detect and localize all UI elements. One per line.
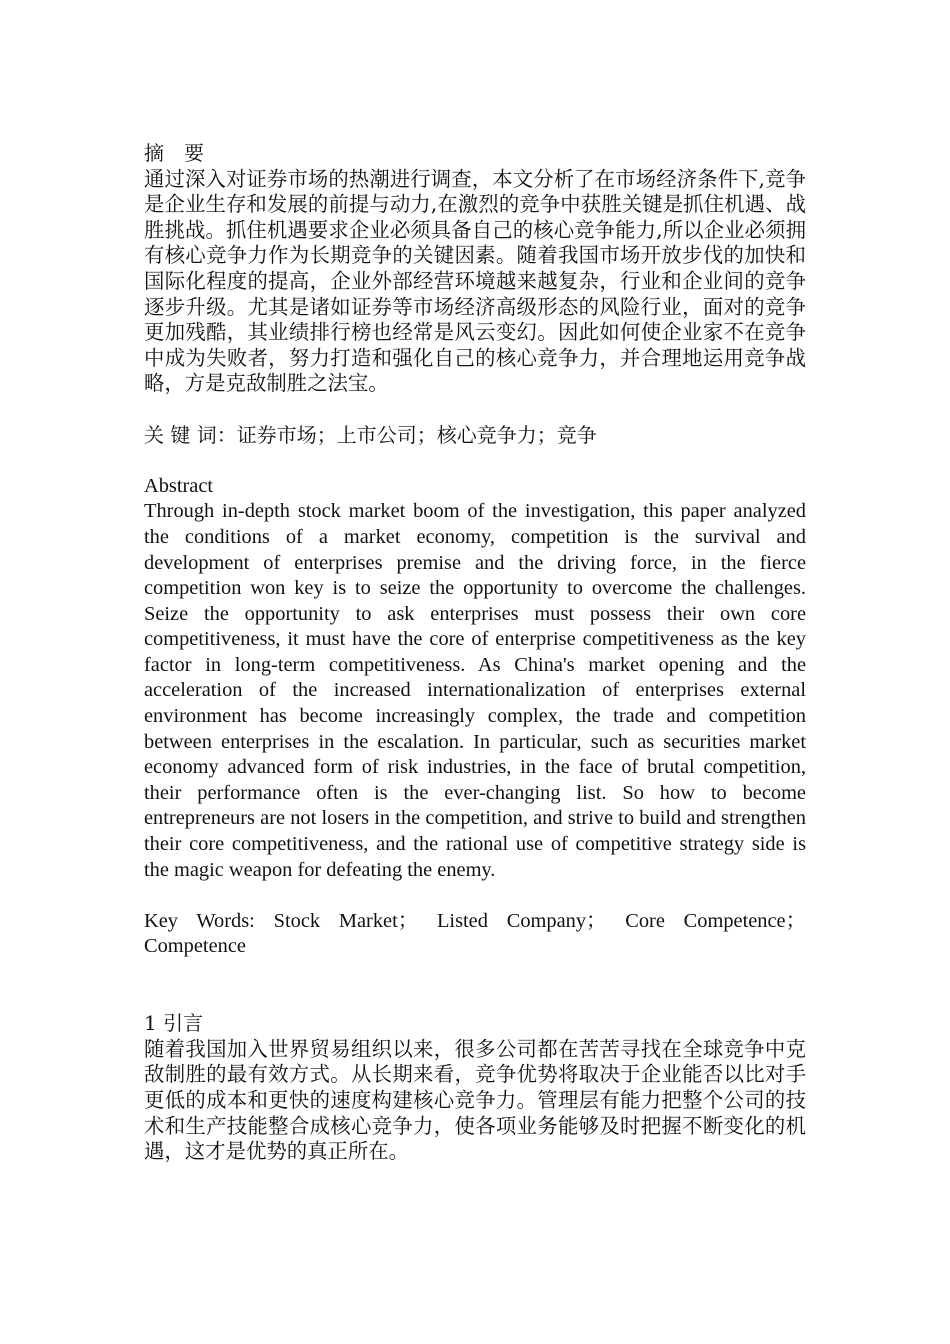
abstract-zh-body: 通过深入对证券市场的热潮进行调查，本文分析了在市场经济条件下,竞争是企业生存和发展的前提与动力,在激烈的竞争中获胜关键是抓住机遇、战胜挑战。抓住机遇要求企业必须具备自己的核心竞争能力,所以企业必须拥有核心竞争力作为长期竞争的关键因素。随着我国市场开放步伐的加快和国际化程度的提高，企业外部经营环境越来越复杂，行业和企业间的竞争逐步升级。尤其是诸如证券等市场经济高级形态的风险行业，面对的竞争更加残酷，其业绩排行榜也经常是风云变幻。因此如何使企业家不在竞争中成为失败者，努力打造和强化自己的核心竞争力，并合理地运用竞争战略，方是克敌制胜之法宝。	[144, 166, 806, 396]
spacer	[144, 448, 806, 474]
abstract-en-heading: Abstract	[144, 474, 214, 497]
abstract-zh-heading: 摘 要	[144, 141, 204, 165]
document-page	[144, 141, 806, 1165]
spacer	[144, 960, 806, 1011]
spacer	[144, 883, 806, 909]
spacer	[144, 397, 806, 423]
keywords-zh: 关 键 词：证券市场；上市公司；核心竞争力；竞争	[144, 422, 597, 447]
abstract-en-body: Through in-depth stock market boom of the investigation, this paper analyzed the conditions of a market economy, competition is the survival and development of enterprises premise and the driving force, in the fierce competition won key is to seize the opportunity to overcome the challenges. Seize the opportunity to ask enterprises must possess their own core competitiveness, it must have the core of enterprise competitiveness as the key factor in long-term competitiveness. As China's market opening and the acceleration of the increased internationalization of enterprises external environment has become increasingly complex, the trade and competition between enterprises in the escalation. In particular, such as securities market economy advanced form of risk industries, in the face of brutal competition, their performance often is the ever-changing list. So how to become entrepreneurs are not losers in the competition, and strive to build and strengthen their core competitiveness, and the rational use of competitive strategy side is the magic weapon for defeating the enemy.	[144, 500, 806, 881]
section-1-body: 随着我国加入世界贸易组织以来，很多公司都在苦苦寻找在全球竞争中克敌制胜的最有效方式。从长期来看，竞争优势将取决于企业能否以比对手更低的成本和更快的速度构建核心竞争力。管理层有能力把整个公司的技术和生产技能整合成核心竞争力，使各项业务能够及时把握不断变化的机遇，这才是优势的真正所在。	[144, 1036, 806, 1164]
keywords-en: Key Words: Stock Market； Listed Company； Core Competence；Competence	[144, 909, 806, 958]
section-1-heading: 1 引言	[144, 1011, 204, 1036]
